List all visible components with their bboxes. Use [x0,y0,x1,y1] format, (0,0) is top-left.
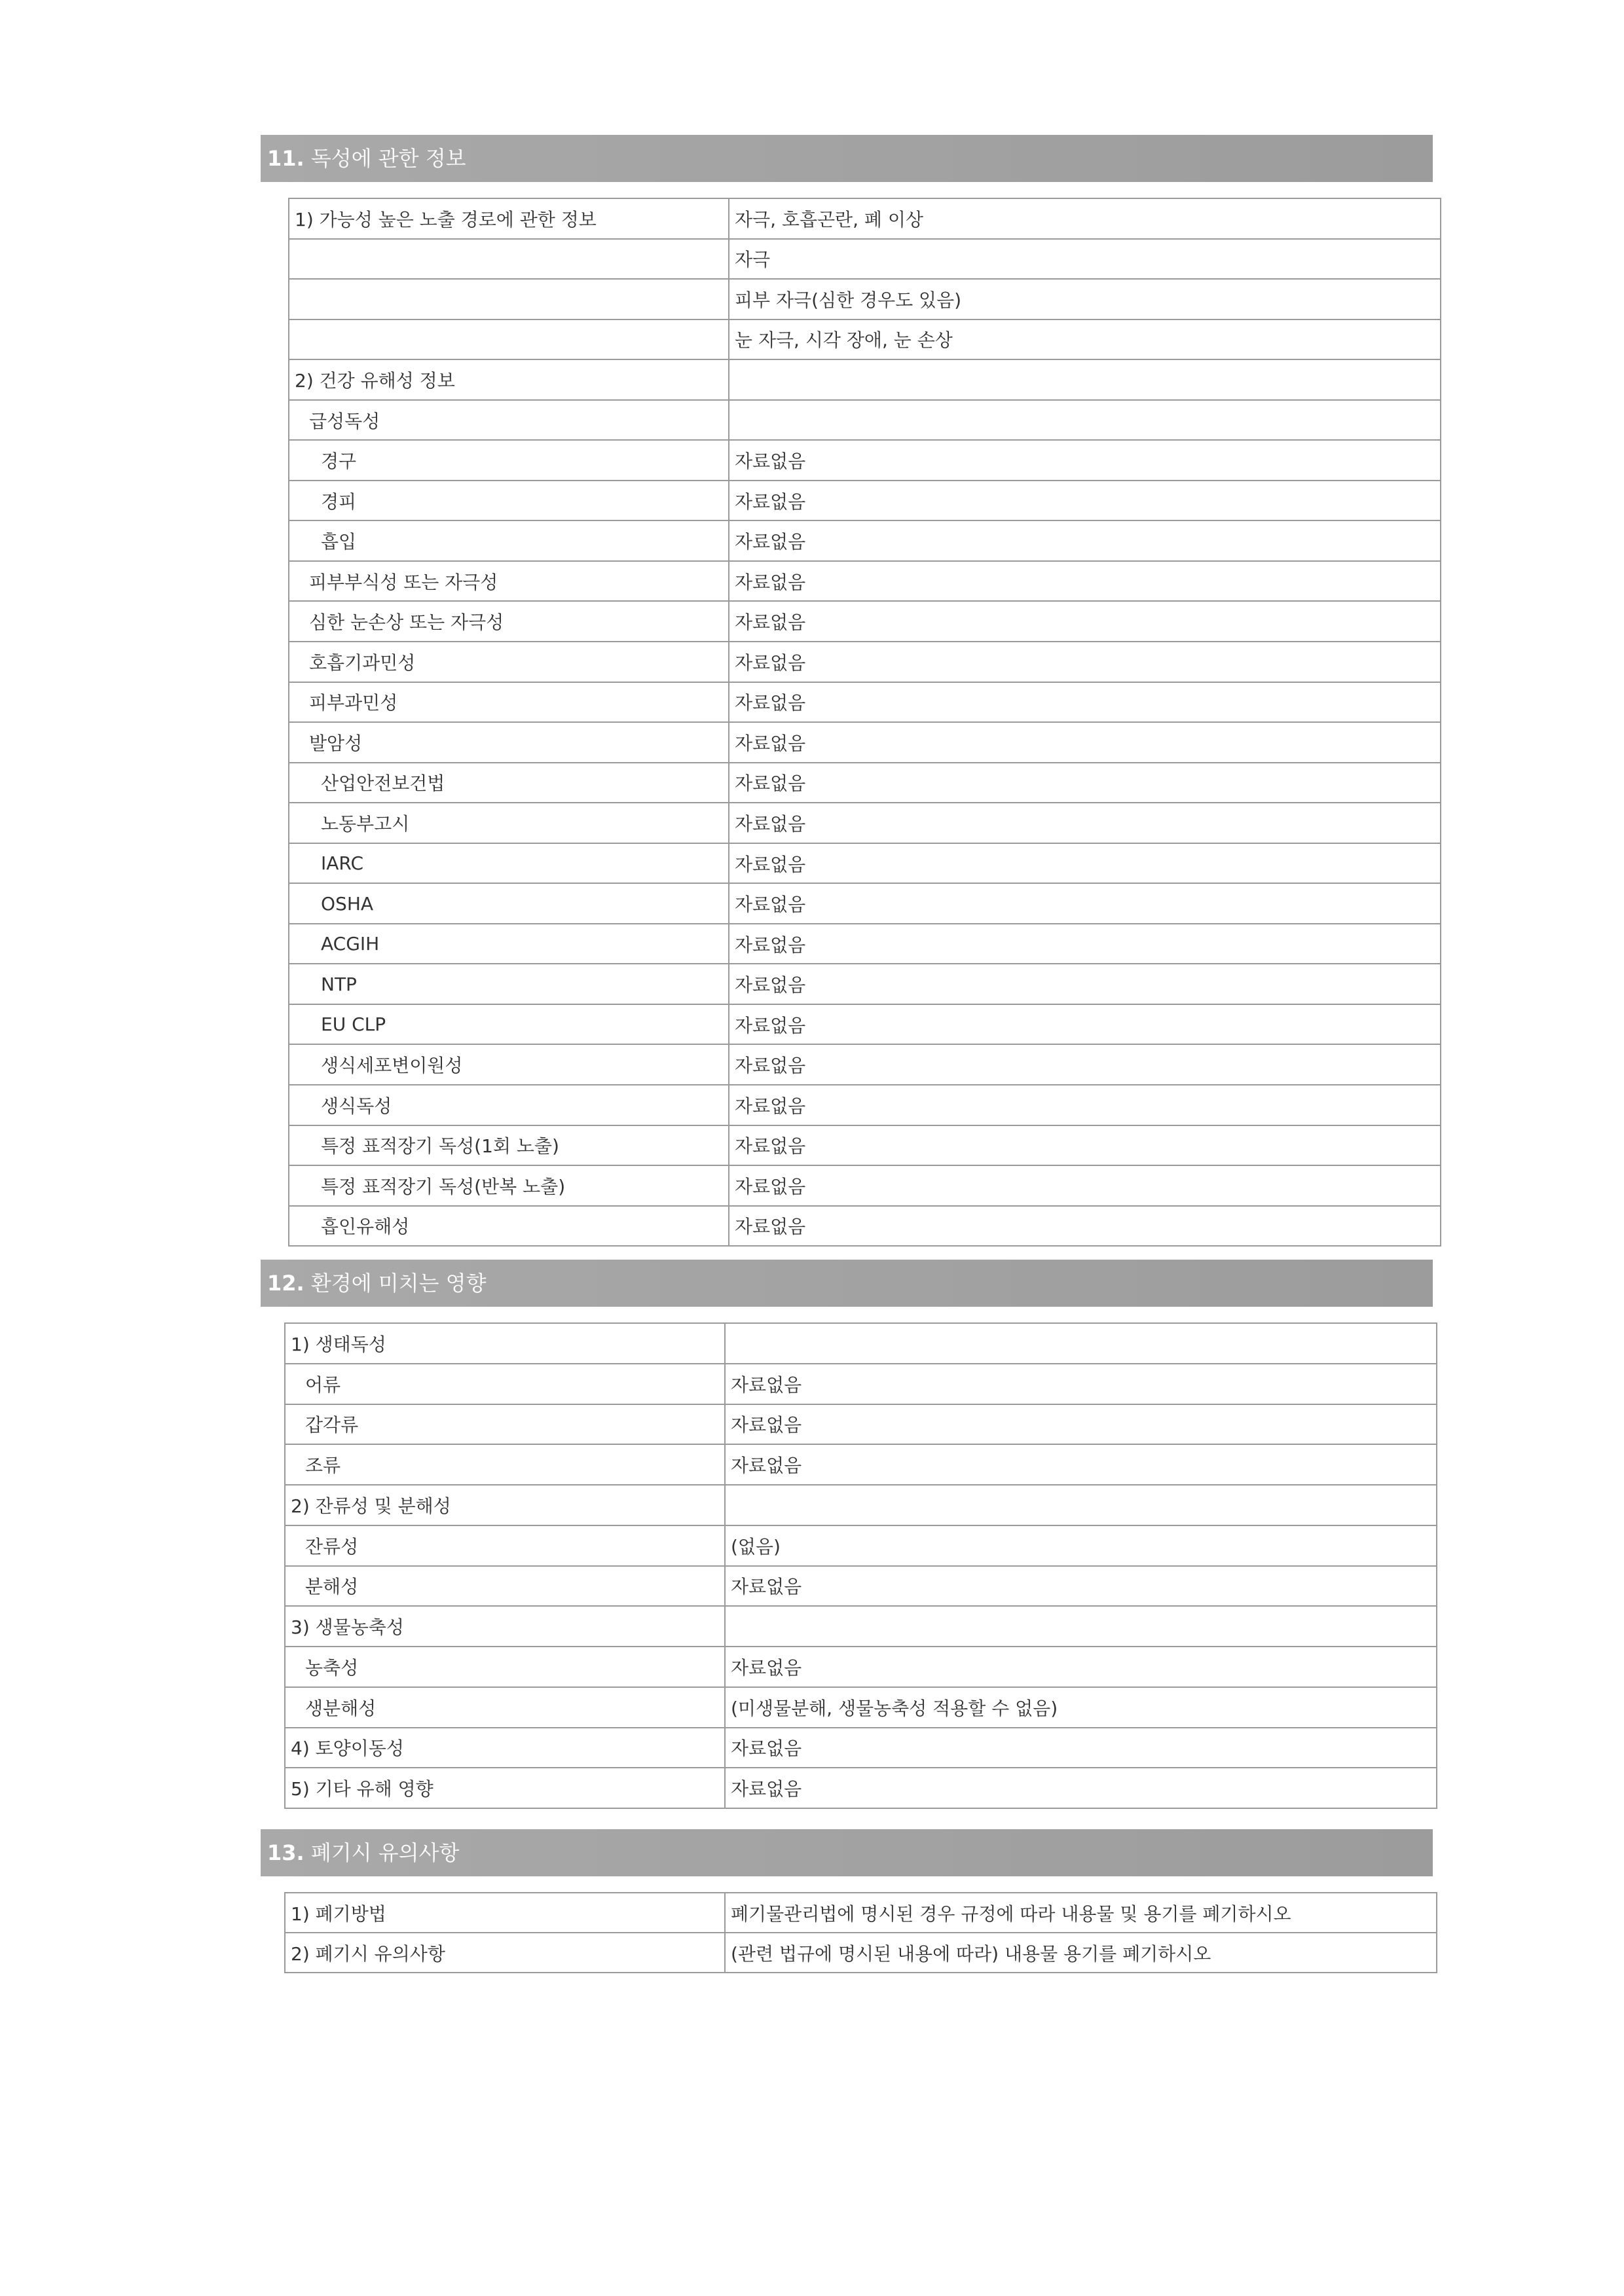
table-row [289,440,1441,481]
table-row [289,964,1441,1004]
row-value [725,1323,1437,1364]
section-12-number: 12. [267,1271,304,1296]
row-label: 농축성 [285,1647,725,1687]
row-label: 산업안전보건법 [289,763,729,803]
row-value: 자료없음 [729,1085,1441,1125]
row-value: 자료없음 [725,1768,1437,1808]
table-row [289,400,1441,441]
row-label: 특정 표적장기 독성(1회 노출) [289,1125,729,1166]
row-value: 자료없음 [725,1647,1437,1687]
row-label: 4) 토양이동성 [285,1728,725,1768]
row-label: 흡입 [289,520,729,561]
table-row [289,561,1441,602]
table-row [285,1485,1437,1525]
row-label: 갑각류 [285,1404,725,1445]
row-label: 특정 표적장기 독성(반복 노출) [289,1165,729,1206]
row-label: 심한 눈손상 또는 자극성 [289,601,729,642]
table-row [289,642,1441,682]
row-label: 노동부고시 [289,803,729,843]
table-row [285,1768,1437,1808]
row-label: 분해성 [285,1566,725,1607]
section-13-header [261,1829,1433,1876]
section-11-title: 독성에 관한 정보 [310,146,466,171]
row-label: ACGIH [289,924,729,964]
row-value: 눈 자극, 시각 장애, 눈 손상 [729,319,1441,360]
row-label: NTP [289,964,729,1004]
row-label: 조류 [285,1444,725,1485]
row-label: 생식독성 [289,1085,729,1125]
table-row [289,239,1441,280]
row-value: 피부 자극(심한 경우도 있음) [729,279,1441,319]
table-row [285,1606,1437,1647]
table-row [285,1364,1437,1404]
row-label: 잔류성 [285,1525,725,1566]
row-label [289,239,729,280]
row-value: 자료없음 [725,1728,1437,1768]
row-label: 2) 잔류성 및 분해성 [285,1485,725,1525]
row-label: 흡인유해성 [289,1206,729,1247]
section-12-rows [285,1323,1437,1808]
table-row [289,722,1441,763]
row-value: 자료없음 [725,1404,1437,1445]
section-13-rows [285,1893,1437,1973]
row-value: 자료없음 [725,1364,1437,1404]
table-row [289,279,1441,319]
row-label: 생식세포변이원성 [289,1044,729,1085]
row-label: 3) 생물농축성 [285,1606,725,1647]
row-value: 자료없음 [729,924,1441,964]
section-12-table [284,1322,1437,1809]
table-row [289,803,1441,843]
row-value: 자료없음 [729,722,1441,763]
row-label: EU CLP [289,1004,729,1045]
section-11-number: 11. [267,146,304,171]
row-value: 자료없음 [729,803,1441,843]
row-label: 피부부식성 또는 자극성 [289,561,729,602]
row-label: 2) 폐기시 유의사항 [285,1933,725,1973]
table-row [289,319,1441,360]
row-value [725,1606,1437,1647]
row-value: (없음) [725,1525,1437,1566]
row-value: 자료없음 [725,1444,1437,1485]
row-value: 자료없음 [729,964,1441,1004]
row-label: 5) 기타 유해 영향 [285,1768,725,1808]
row-label: 발암성 [289,722,729,763]
table-row [285,1647,1437,1687]
table-row [289,682,1441,723]
row-value: 자료없음 [729,601,1441,642]
table-row [289,1125,1441,1166]
row-label: 경구 [289,440,729,481]
row-value: 자료없음 [729,561,1441,602]
table-row [285,1404,1437,1445]
table-row [289,1044,1441,1085]
table-row [289,924,1441,964]
row-value: 자료없음 [729,1206,1441,1247]
section-13-table [284,1892,1437,1973]
row-value: (미생물분해, 생물농축성 적용할 수 없음) [725,1687,1437,1728]
table-row [289,1165,1441,1206]
row-value: 자료없음 [729,520,1441,561]
table-row [285,1933,1437,1973]
row-label [289,279,729,319]
row-value: 자료없음 [729,763,1441,803]
row-label: 1) 생태독성 [285,1323,725,1364]
row-value: 자료없음 [729,1125,1441,1166]
row-label: 2) 건강 유해성 정보 [289,359,729,400]
section-13-number: 13. [267,1840,304,1865]
row-value: 자료없음 [729,1044,1441,1085]
row-value: 자료없음 [729,883,1441,924]
row-label [289,319,729,360]
row-label: 어류 [285,1364,725,1404]
row-value: 자료없음 [729,1165,1441,1206]
row-value [729,400,1441,441]
row-label: 호흡기과민성 [289,642,729,682]
row-value: 자료없음 [729,843,1441,884]
table-row [285,1566,1437,1607]
table-row [289,843,1441,884]
section-13-title: 폐기시 유의사항 [310,1840,460,1865]
row-label: 피부과민성 [289,682,729,723]
row-label: 급성독성 [289,400,729,441]
section-11-table [288,198,1441,1247]
row-label: 생분해성 [285,1687,725,1728]
row-value: 자극, 호흡곤란, 폐 이상 [729,198,1441,239]
table-row [289,1085,1441,1125]
table-row [285,1893,1437,1933]
section-12-title: 환경에 미치는 영향 [310,1271,487,1296]
section-12-header [261,1260,1433,1307]
row-value: 자료없음 [729,682,1441,723]
table-row [285,1687,1437,1728]
table-row [289,481,1441,521]
table-row [289,601,1441,642]
section-11-rows [289,198,1441,1246]
table-row [285,1728,1437,1768]
row-value: 자료없음 [729,440,1441,481]
row-value: 폐기물관리법에 명시된 경우 규정에 따라 내용물 및 용기를 폐기하시오 [725,1893,1437,1933]
table-row [289,883,1441,924]
row-value: 자료없음 [729,481,1441,521]
table-row [285,1323,1437,1364]
row-value: 자료없음 [729,642,1441,682]
table-row [285,1525,1437,1566]
table-row [289,198,1441,239]
row-value [725,1485,1437,1525]
row-label: IARC [289,843,729,884]
table-row [289,520,1441,561]
row-label: 경피 [289,481,729,521]
table-row [289,359,1441,400]
row-label: OSHA [289,883,729,924]
row-value: 자극 [729,239,1441,280]
table-row [289,1004,1441,1045]
row-label: 1) 가능성 높은 노출 경로에 관한 정보 [289,198,729,239]
section-11-header [261,135,1433,182]
row-value: 자료없음 [725,1566,1437,1607]
table-row [289,1206,1441,1247]
row-value: 자료없음 [729,1004,1441,1045]
table-row [289,763,1441,803]
table-row [285,1444,1437,1485]
row-value [729,359,1441,400]
row-label: 1) 폐기방법 [285,1893,725,1933]
row-value: (관련 법규에 명시된 내용에 따라) 내용물 용기를 폐기하시오 [725,1933,1437,1973]
